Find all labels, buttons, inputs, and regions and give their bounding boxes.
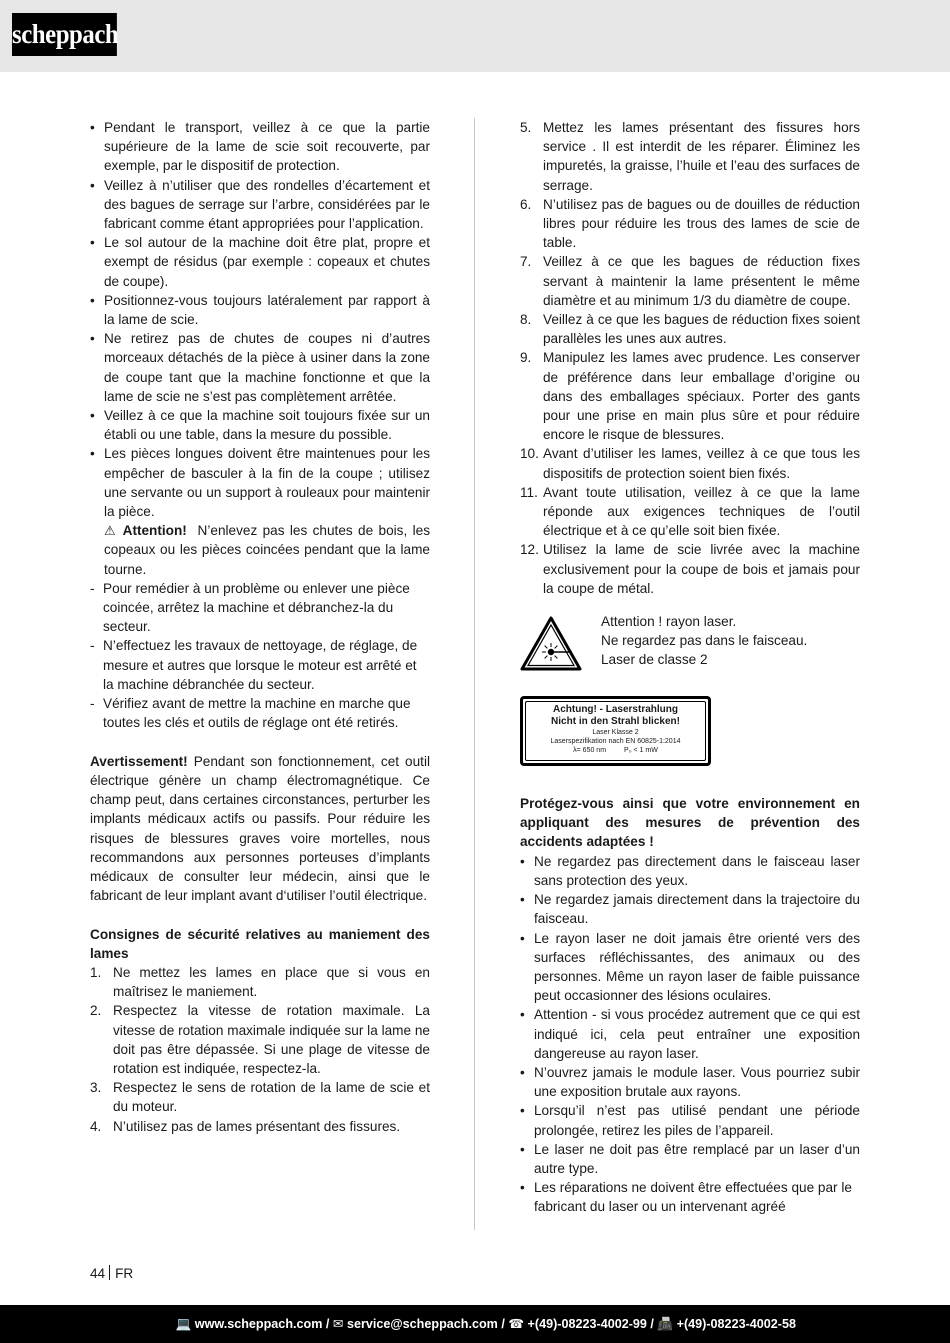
list-item: • Ne regardez jamais directement dans la trajectoire du faisceau. xyxy=(520,890,860,928)
list-item: • Le sol autour de la machine doit être plat, propre et exempt de résidus (par exemple : copeaux et chutes de coupe). xyxy=(90,233,430,291)
list-item: 11. Avant toute utilisation, veillez à ce que la lame réponde aux exigences techniques de l’outil électrique et à ce qu’elle soit bien fixée. xyxy=(520,484,860,539)
protect-heading: Protégez-vous ainsi que votre environnement en appliquant des mesures de prévention des accidents adaptées ! xyxy=(520,796,860,850)
list-item: • Ne retirez pas de chutes de coupes ni d’autres morceaux détachés de la pièce à usiner dans la zone de coupe tant que la machine fonctionne et que la lame de scie ne s’est pas complètement arrêtée. xyxy=(90,329,430,406)
list-item: 1. Ne mettez les lames en place que si vous en maîtrisez le maniement. xyxy=(90,964,430,1000)
list-item: • Veillez à n’utiliser que des rondelles d’écartement et des bagues de serrage sur l’arbre, considérées par le fabricant comme étant appropriées pour l’application. xyxy=(90,176,430,234)
phone-icon: ☎ xyxy=(508,1317,525,1331)
warning-triangle-icon: ⚠ xyxy=(104,523,118,539)
right-column xyxy=(520,118,860,1217)
list-item: • N’ouvrez jamais le module laser. Vous pourriez subir une exposition brutale aux rayons. xyxy=(520,1063,860,1101)
laser-hazard-icon xyxy=(520,616,582,672)
attention-label: Attention! xyxy=(122,523,187,539)
list-item: - N’effectuez les travaux de nettoyage, de réglage, de mesure et autres que lorsque le moteur est arrêté et la machine débranchée du secteur. xyxy=(90,636,430,694)
consignes-heading: Consignes de sécurité relatives au maniement des lames xyxy=(90,926,430,961)
blade-handling-list xyxy=(90,963,430,1136)
computer-icon: 💻 xyxy=(175,1317,192,1331)
page-footer xyxy=(0,1305,950,1343)
list-item: • Positionnez-vous toujours latéralement par rapport à la lame de scie. xyxy=(90,291,430,329)
list-item: - Pour remédier à un problème ou enlever une pièce coincée, arrêtez la machine et débranchez-la du secteur. xyxy=(90,579,430,637)
laser-warning-block xyxy=(520,612,860,682)
fax-number: +(49)-08223-4002-58 xyxy=(676,1317,796,1331)
list-item: • Les réparations ne doivent être effectuées que par le fabricant du laser ou un intervenant agréé xyxy=(520,1178,860,1216)
laser-class-label: Achtung! - Laserstrahlung Nicht in den Strahl blicken! Laser Klasse 2 Laserspezifikation nach EN 60825-1:2014 λ= 650 nm P₀ < 1 mW xyxy=(520,696,711,766)
laser-safety-list xyxy=(520,852,860,1217)
laser-warning-text: Attention ! rayon laser. Ne regardez pas dans le faisceau. Laser de classe 2 xyxy=(601,614,808,668)
attention-dash-list xyxy=(90,579,430,733)
list-item: 9. Manipulez les lames avec prudence. Les conserver de préférence dans leur emballage d’origine ou dans des emballages spéciaux. Porter des gants pour une prise en main plus sûre et pour réduire encore le risque de blessures. xyxy=(520,350,860,443)
list-item: - Vérifiez avant de mettre la machine en marche que toutes les clés et outils de réglage ont été retirés. xyxy=(90,694,430,732)
list-item: • Ne regardez pas directement dans le faisceau laser sans protection des yeux. xyxy=(520,852,860,890)
list-item: 8. Veillez à ce que les bagues de réduction fixes soient parallèles les unes aux autres. xyxy=(520,312,860,347)
list-item: 10. Avant d’utiliser les lames, veillez à ce que tous les dispositifs de protection soient bien fixés. xyxy=(520,446,860,481)
avertissement-label: Avertissement! xyxy=(90,753,188,769)
list-item: • Lorsqu’il n’est pas utilisé pendant une période prolongée, retirez les piles de l’appareil. xyxy=(520,1101,860,1139)
list-item: • Le laser ne doit pas être remplacé par un laser d’un autre type. xyxy=(520,1140,860,1178)
list-item: 5. Mettez les lames présentant des fissures hors service . Il est interdit de les réparer. Éliminez les impuretés, la graisse, l’huile et l’eau des surfaces de serrage. xyxy=(520,120,860,193)
list-item: 7. Veillez à ce que les bagues de réduction fixes servant à maintenir la lame présentent le même diamètre et au minimum 1/3 du diamètre de coupe. xyxy=(520,254,860,308)
scheppach-logo: scheppach xyxy=(12,13,117,56)
list-item: • Attention - si vous procédez autrement que ce qui est indiqué ici, cela peut entraîner une exposition dangereuse au rayon laser. xyxy=(520,1005,860,1063)
avertissement-paragraph xyxy=(90,752,430,906)
page-header xyxy=(0,0,950,72)
transport-safety-list xyxy=(90,118,430,521)
email-link[interactable]: service@scheppach.com / xyxy=(346,1317,505,1331)
attention-note xyxy=(90,521,430,579)
avertissement-text: Pendant son fonctionnement, cet outil électrique génère un champ électromagnétique. Ce champ peut, dans certaines circonstances, perturber les implants médicaux actifs ou passifs. Pour réduire les risques de blessures graves voire mortelles, nous recommandons aux personnes porteuses d’implants médicaux de consulter leur médecin, ainsi que le fabricant de leur implant avant d‘utiliser l’outil électrique. xyxy=(90,753,430,904)
blade-handling-list-continued xyxy=(520,118,860,598)
page-number: 44 FR xyxy=(90,1266,134,1281)
list-item: • Les pièces longues doivent être maintenues pour les empêcher de basculer à la fin de la coupe ; utilisez une servante ou un support à rouleaux pour maintenir la pièce. xyxy=(90,444,430,521)
list-item: 6. N’utilisez pas de bagues ou de douilles de réduction libres pour réduire les trous des lames de scie de table. xyxy=(520,196,860,251)
fax-icon: 📠 xyxy=(657,1317,674,1331)
email-icon: ✉ xyxy=(332,1317,344,1331)
attention-text: N’enlevez pas les chutes de bois, les copeaux ou les pièces coincées pendant que la lame tourne. xyxy=(104,523,430,577)
list-item: 3. Respectez le sens de rotation de la lame de scie et du moteur. xyxy=(90,1080,430,1115)
left-column xyxy=(90,118,430,1136)
website-link[interactable]: www.scheppach.com / xyxy=(194,1317,330,1331)
list-item: 4. N’utilisez pas de lames présentant des fissures. xyxy=(90,1118,401,1134)
list-item: 12. Utilisez la lame de scie livrée avec la machine exclusivement pour la coupe de bois et jamais pour la coupe de métal. xyxy=(520,542,860,596)
list-item: • Le rayon laser ne doit jamais être orienté vers des surfaces réfléchissantes, des animaux ou des personnes. Même un rayon laser de faible puissance peut occasionner des lésions oculaires. xyxy=(520,929,860,1006)
list-item: • Veillez à ce que la machine soit toujours fixée sur un établi ou une table, dans la mesure du possible. xyxy=(90,406,430,444)
column-divider xyxy=(474,118,475,1230)
list-item: 2. Respectez la vitesse de rotation maximale. La vitesse de rotation maximale indiquée sur la lame ne doit pas être dépassée. Si une plage de vitesse de rotation est indiquée, respectez-la. xyxy=(90,1003,430,1076)
list-item: • Pendant le transport, veillez à ce que la partie supérieure de la lame de scie soit recouverte, par exemple, par le dispositif de protection. xyxy=(90,118,430,176)
phone-number: +(49)-08223-4002-99 / xyxy=(527,1317,654,1331)
